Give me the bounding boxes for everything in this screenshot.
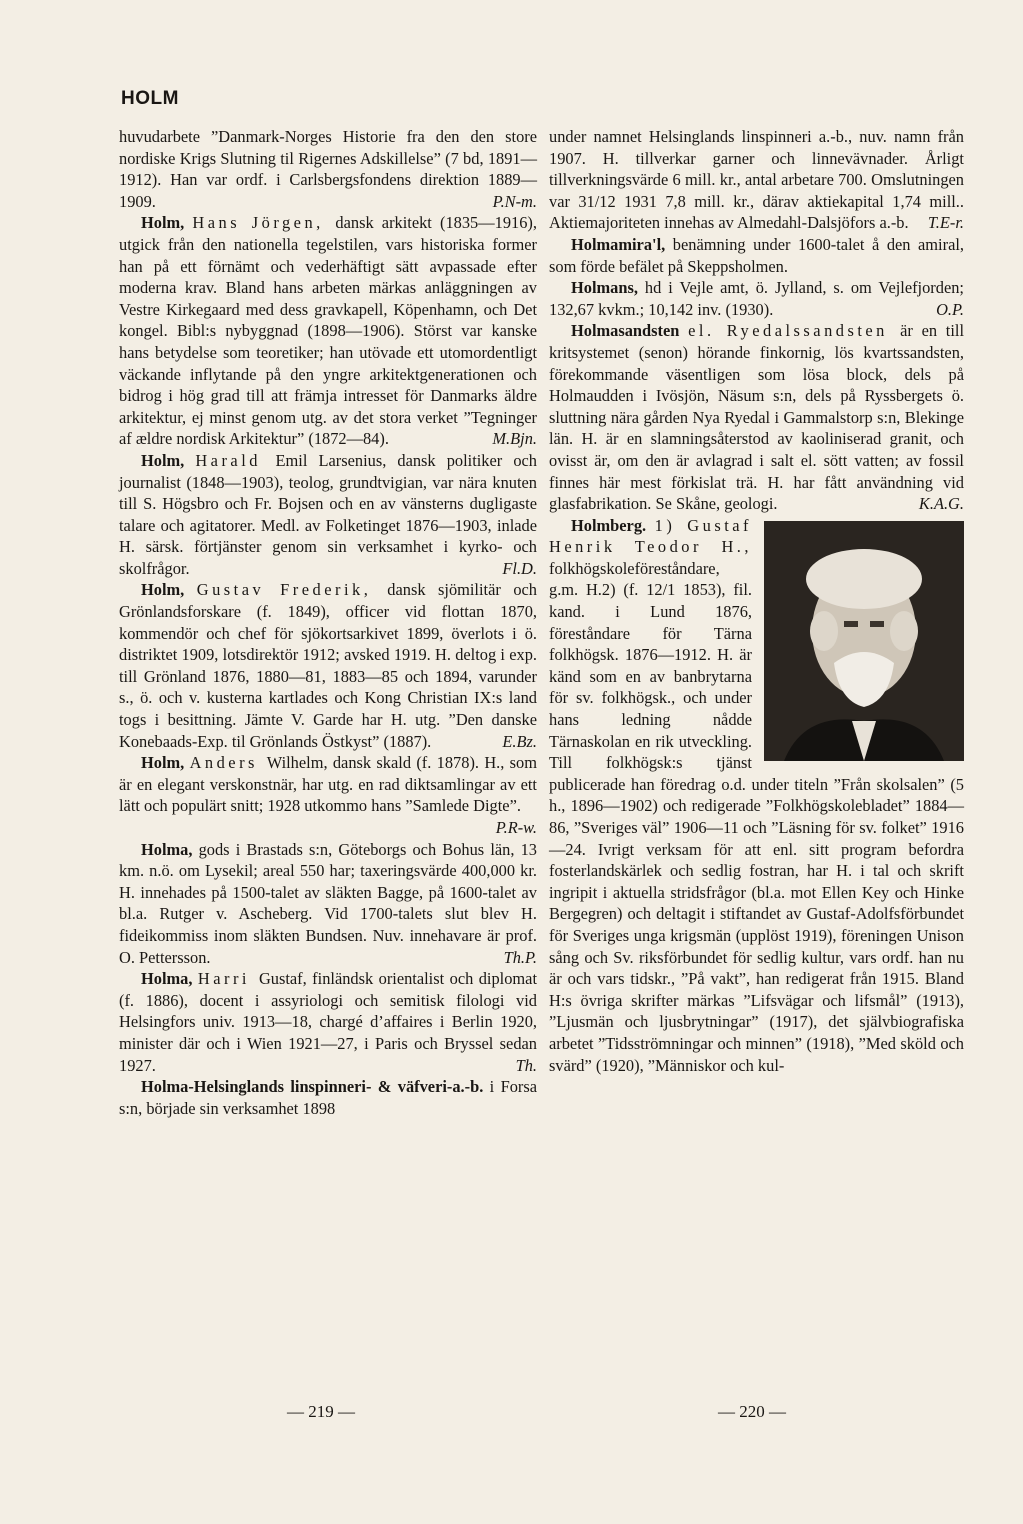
entry-text: hd i Vejle amt, ö. Jylland, s. om Vejlefjorden; 132,67 kvkm.; 10,142 inv. (1930).: [549, 278, 964, 319]
article-entry: [119, 450, 537, 580]
headword: Holma,: [141, 839, 199, 859]
article-entry: [119, 212, 537, 450]
entry-text: huvudarbete ”Danmark-Norges Historie fra den den store nordiske Krigs Slutning til Rigernes Adskillelse” (7 bd, 1891—1912). Han var ordf. i Carlsbergsfondens direktion 1889—1909.: [119, 127, 537, 211]
entry-text: benämning under 1600-talet å den amiral, som förde befälet på Skeppsholmen.: [549, 234, 964, 276]
article-entry: [549, 320, 964, 514]
headword: Holm,: [141, 213, 193, 233]
entry-text: i Forsa s:n, började sin verksamhet 1898: [119, 1077, 537, 1118]
spaced-name: 1) Gustaf Henrik Teodor H.,: [549, 515, 752, 557]
article-entry: [119, 839, 537, 969]
spaced-name: Harald: [195, 450, 276, 470]
entry-text: folkhögskoleföreståndare, g.m. H.2) (f. 12/1 1853), fil. kand. i Lund 1876, föreståndare för Tärna folkhögsk. 1876—1912. H. är känd som en av banbrytarna för sv. folkhögsk., och under hans ledning nådde Tärnaskolan en rik utveckling. Till folkhögsk:s tjänst publicerade han föredrag o.d. under titeln ”Från skolsalen” (5 h., 1896—1902) och redigerade ”Folkhögskolebladet” 1884—86, ”Sveriges väl” 1906—11 och ”Läsning för sv. folket” 1916—24. Ivrigt verksam för att enl. sitt program befordra fosterlandskärlek och sedlig fostran, har H. i tal och skrift ingripit i aktuella stridsfrågor (bl.a. mot Ellen Key och Hinke Bergegren) och deltagit i stiftandet av Gustaf-Adolfsförbundet för Sveriges unga krigsmän (upplöst 1919), föreningen Unison sång och Sv. riksförbundet för sedlig kultur, vars ordf. han nu är och vars tidskr., ”På vakt”, han redigerat från 1915. Bland H:s övriga skrifter märkas ”Lifsvägar och lifsmål” (1913), ”Ljusmän och ljusbrytningar” (1917), det självbiografiska arbetet ”Tidsströmningar och minnen” (1918), ”Med sköld och svärd” (1920), ”Människor och kul-: [549, 558, 964, 1075]
spaced-name: Harri: [197, 969, 259, 989]
author-signature: T.E-r.: [927, 213, 964, 233]
headword: Holma,: [141, 969, 198, 989]
author-signature: P.N-m.: [492, 191, 537, 211]
entry-text: är en till kritsystemet (senon) hörande finkornig, lös kvartssandsten, förekommande väsentligen som lösa block, dels på Holmaudden i Ivösjön, Näsum s:n, dels på Ryssbergets ö. sluttning nära gården Nya Ryedal i Gammalstorp s:n, Blekinge län. H. är en slamningsåterstod av kaoliniserad granit, och ovisst är, om den är avlagrad i salt el. sött vatten; av fossil finnes här mest förkislat trä. H. har fått användning vid glasfabrikation. Se Skåne, geologi.: [549, 321, 965, 514]
headword: Holmans,: [571, 278, 645, 298]
author-signature: Th.: [515, 1055, 537, 1075]
article-entry: [119, 126, 537, 212]
running-head: HOLM: [121, 88, 179, 109]
author-signature: M.Bjn.: [492, 429, 537, 449]
article-entry: [549, 515, 964, 1076]
left-column: [119, 126, 537, 1119]
right-column: [549, 126, 964, 1076]
author-signature: O.P.: [936, 299, 964, 319]
article-entry: [549, 126, 964, 234]
entry-text: under namnet Helsinglands linspinneri a.-b., nuv. namn från 1907. H. tillverkar garner och linnevävnader. Årligt tillverkningsvärde 6 mill. kr., antal arbetare 700. Omslutningen var 31/12 1931 7,8 mill. kr., därav aktiekapital 1,74 mill.. Aktiemajoriteten innehas av Almedahl-Dalsjöfors a.-b.: [549, 127, 964, 233]
article-entry: [119, 752, 537, 838]
author-signature: Th.P.: [503, 947, 537, 967]
article-entry: [119, 579, 537, 752]
author-signature: Fl.D.: [502, 558, 537, 578]
entry-text: dansk arkitekt (1835—1916), utgick från den nationella tegelstilen, vars historiska former han på ett förnämt och vederhäftigt sätt avpassade efter moderna krav. Bland hans arbeten märkas anläggningen av Vestre Kirkegaard med dess gravkapell, Köpenhamn, och Det kongel. Bibl:s nybyggnad (1898—1906). Störst var kanske hans betydelse som teoretiker; han utövade ett utomordentligt väckande inflytande på den yngre arkitektgenerationen och bidrog i hög grad till att främja intresset för Danmarks äldre arkitektur, ej minst genom utg. av det stora verket ”Tegninger af ældre nordisk Arkitektur” (1872—84).: [119, 213, 537, 449]
page-number-right: — 220 —: [718, 1402, 786, 1421]
spaced-name: el. Ryedalssandsten: [688, 321, 901, 341]
headword: Holmamira'l,: [571, 234, 673, 254]
entry-text: Emil Larsenius, dansk politiker och journalist (1848—1903), teolog, grundtvigian, var nära knuten till S. Högsbro och Fr. Bojsen och en av vänsterns dugligaste talare och agitatorer. Medl. av Folketinget 1876—1903, inlade H. särsk. förtjänster genom sin verksamhet i kyrko- och skolfrågor.: [119, 450, 537, 578]
spaced-name: Hans Jörgen,: [192, 213, 336, 233]
author-signature: E.Bz.: [502, 731, 537, 751]
headword: Holma-Helsinglands linspinneri- & väfveri-a.-b.: [141, 1077, 490, 1097]
article-entry: [549, 277, 964, 320]
headword: Holm,: [141, 450, 196, 470]
spaced-name: Gustav Frederik,: [196, 580, 388, 600]
page-number-left: — 219 —: [287, 1402, 355, 1421]
entry-text: Wilhelm, dansk skald (f. 1878). H., som är en elegant verskonstnär, har utg. en rad diktsamlingar av ett lätt och populärt snitt; 1928 utkommo hans ”Samlede Digte”.: [119, 753, 537, 816]
author-signature: K.A.G.: [918, 494, 964, 514]
portrait-photo: [764, 521, 964, 761]
headword: Holm,: [141, 753, 190, 773]
headword: Holm,: [141, 580, 197, 600]
headword: Holmberg.: [571, 515, 655, 535]
article-entry: [549, 234, 964, 277]
headword: Holmasandsten: [571, 321, 689, 341]
entry-text: Gustaf, finländsk orientalist och diplomat (f. 1886), docent i assyriologi och semitisk filologi vid Helsingfors univ. 1913—18, chargé d’affaires i Berlin 1920, minister där och i Wien 1921—27, i Paris och Bryssel sedan 1927.: [119, 969, 538, 1075]
spaced-name: Anders: [189, 753, 267, 773]
article-entry: [119, 1076, 537, 1119]
author-signature: P.R-w.: [495, 818, 537, 837]
entry-text: gods i Brastads s:n, Göteborgs och Bohus län, 13 km. n.ö. om Lysekil; areal 550 har; taxeringsvärde 400,000 kr. H. innehades på 1500-talet av släkten Bagge, på 1600-talet av bl.a. Rutger v. Ascheberg. Vid 1700-talets slut blev H. fideikommiss inom släkten Bundsen. Nuv. innehavare är prof. O. Pettersson.: [119, 839, 537, 967]
entry-text: dansk sjömilitär och Grönlandsforskare (f. 1849), officer vid flottan 1870, kommendör och chef för sjökortsarkivet 1899, överlots i ö. distriktet 1909, lotsdirektör 1912; avsked 1919. H. deltog i exp. till Grönland 1876, 1880—81, 1883—85 och 1894, varunder s., ö. och v. kusterna kartlades och Kong Christian IX:s land togs i besittning. Jämte V. Garde har H. utg. ”Den danske Konebaads-Exp. til Grönlands Östkyst” (1887).: [119, 580, 537, 751]
article-entry: [119, 968, 537, 1076]
